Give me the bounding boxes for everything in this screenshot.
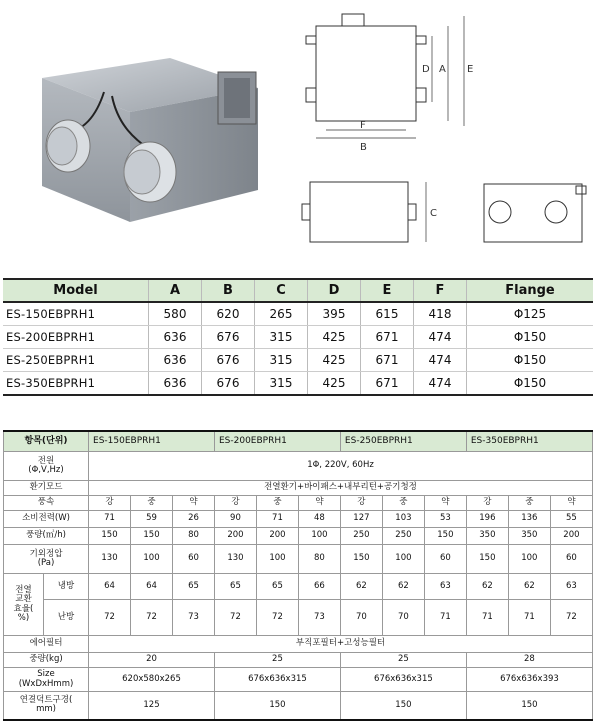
- cell: 136: [508, 511, 550, 528]
- table-row: [3, 326, 593, 349]
- cell: 73: [172, 600, 214, 636]
- cell: 620x580x265: [89, 668, 215, 692]
- dim-label-a: A: [439, 64, 446, 75]
- spec-label: 풍속: [4, 496, 89, 511]
- cell: 48: [298, 511, 340, 528]
- fan-speed: 중: [382, 496, 424, 511]
- spec-row-heating: [4, 600, 593, 636]
- cell: 671: [361, 372, 414, 396]
- cell: 62: [508, 574, 550, 600]
- cell: 315: [255, 372, 308, 396]
- cell: 100: [298, 528, 340, 545]
- cell: 71: [424, 600, 466, 636]
- cell: 196: [466, 511, 508, 528]
- cell: Φ125: [467, 302, 594, 326]
- spec-label: 소비전력(W): [4, 511, 89, 528]
- cell: 63: [424, 574, 466, 600]
- spec-row-duct: [4, 692, 593, 720]
- col-header: F: [414, 279, 467, 302]
- spec-row-weight: [4, 653, 593, 668]
- spec-row-pressure: [4, 545, 593, 574]
- cell: 25: [340, 653, 466, 668]
- spec-label: 중량(kg): [4, 653, 89, 668]
- cell: 130: [214, 545, 256, 574]
- cell: 636: [149, 326, 202, 349]
- spec-header-model: ES-350EBPRH1: [466, 431, 592, 452]
- side-view-drawing: [478, 176, 594, 256]
- cell: 100: [256, 545, 298, 574]
- spec-table: [3, 430, 593, 721]
- col-header: A: [149, 279, 202, 302]
- cell: 200: [214, 528, 256, 545]
- cell: 20: [89, 653, 215, 668]
- fan-speed: 약: [424, 496, 466, 511]
- cell: 70: [382, 600, 424, 636]
- col-header: D: [308, 279, 361, 302]
- cell: 80: [298, 545, 340, 574]
- cell: 72: [89, 600, 131, 636]
- cell: 127: [340, 511, 382, 528]
- table-row: [3, 302, 593, 326]
- cell: ES-150EBPRH1: [3, 302, 149, 326]
- fan-speed: 강: [466, 496, 508, 511]
- cell: 150: [89, 528, 131, 545]
- cell: 150: [466, 545, 508, 574]
- spec-label: 풍량(㎥/h): [4, 528, 89, 545]
- cell: Φ150: [467, 349, 594, 372]
- cell: 150: [340, 545, 382, 574]
- cell: 100: [382, 545, 424, 574]
- spec-header-item: 항목(단위): [4, 431, 89, 452]
- cell: 60: [424, 545, 466, 574]
- cell: 71: [89, 511, 131, 528]
- cell: 580: [149, 302, 202, 326]
- cell: 26: [172, 511, 214, 528]
- spec-row-size: [4, 668, 593, 692]
- cell: 150: [214, 692, 340, 720]
- cell: 315: [255, 326, 308, 349]
- cell: 63: [550, 574, 592, 600]
- spec-sublabel: 난방: [44, 600, 89, 636]
- cell: 676x636x315: [214, 668, 340, 692]
- cell: 474: [414, 326, 467, 349]
- cell: ES-200EBPRH1: [3, 326, 149, 349]
- dim-label-d: D: [422, 64, 430, 75]
- spec-value: 부직포필터+고성능필터: [89, 636, 593, 653]
- cell: Φ150: [467, 326, 594, 349]
- spec-row-cooling: [4, 574, 593, 600]
- cell: 71: [466, 600, 508, 636]
- cell: 65: [214, 574, 256, 600]
- spec-header-model: ES-250EBPRH1: [340, 431, 466, 452]
- cell: 64: [131, 574, 173, 600]
- cell: 150: [131, 528, 173, 545]
- cell: 125: [89, 692, 215, 720]
- spec-label: 환기모드: [4, 481, 89, 496]
- col-header: B: [202, 279, 255, 302]
- cell: 62: [340, 574, 382, 600]
- cell: 620: [202, 302, 255, 326]
- cell: 71: [256, 511, 298, 528]
- spec-value: 전열환기+바이패스+내부리턴+공기청정: [89, 481, 593, 496]
- cell: 425: [308, 372, 361, 396]
- fan-speed: 약: [298, 496, 340, 511]
- dim-label-e: E: [467, 64, 474, 75]
- cell: 72: [131, 600, 173, 636]
- cell: ES-250EBPRH1: [3, 349, 149, 372]
- spec-label: 에어필터: [4, 636, 89, 653]
- cell: 474: [414, 372, 467, 396]
- cell: 65: [256, 574, 298, 600]
- col-header: Model: [3, 279, 149, 302]
- cell: 150: [340, 692, 466, 720]
- cell: 250: [340, 528, 382, 545]
- spec-row-consumption: [4, 511, 593, 528]
- spec-label: 전열 교환 효율( %): [4, 574, 44, 636]
- spec-row-airflow: [4, 528, 593, 545]
- cell: 65: [172, 574, 214, 600]
- spec-row-mode: [4, 481, 593, 496]
- spec-row-power: [4, 452, 593, 481]
- cell: 100: [131, 545, 173, 574]
- cell: 676x636x393: [466, 668, 592, 692]
- fan-speed: 중: [256, 496, 298, 511]
- fan-speed: 강: [214, 496, 256, 511]
- fan-speed: 강: [89, 496, 131, 511]
- cell: 59: [131, 511, 173, 528]
- cell: 72: [256, 600, 298, 636]
- cell: 671: [361, 349, 414, 372]
- cell: Φ150: [467, 372, 594, 396]
- cell: 62: [382, 574, 424, 600]
- cell: 425: [308, 326, 361, 349]
- cell: 315: [255, 349, 308, 372]
- dimension-table-header: [3, 279, 593, 302]
- product-photo: [0, 0, 292, 252]
- col-header: Flange: [467, 279, 594, 302]
- spec-row-filter: [4, 636, 593, 653]
- cell: 72: [550, 600, 592, 636]
- spec-value: 1Φ, 220V, 60Hz: [89, 452, 593, 481]
- cell: 150: [424, 528, 466, 545]
- cell: 265: [255, 302, 308, 326]
- fan-speed: 중: [508, 496, 550, 511]
- fan-speed: 강: [340, 496, 382, 511]
- cell: 150: [466, 692, 592, 720]
- col-header: E: [361, 279, 414, 302]
- cell: 425: [308, 349, 361, 372]
- fan-speed: 약: [550, 496, 592, 511]
- col-header: C: [255, 279, 308, 302]
- cell: 73: [298, 600, 340, 636]
- front-view-drawing: [296, 176, 456, 256]
- cell: 200: [256, 528, 298, 545]
- cell: 671: [361, 326, 414, 349]
- cell: 418: [414, 302, 467, 326]
- cell: 64: [89, 574, 131, 600]
- cell: 350: [466, 528, 508, 545]
- cell: 103: [382, 511, 424, 528]
- cell: 90: [214, 511, 256, 528]
- cell: 62: [466, 574, 508, 600]
- cell: 350: [508, 528, 550, 545]
- cell: 250: [382, 528, 424, 545]
- cell: 676: [202, 326, 255, 349]
- spec-header-model: ES-200EBPRH1: [214, 431, 340, 452]
- cell: 130: [89, 545, 131, 574]
- cell: 66: [298, 574, 340, 600]
- fan-speed: 약: [172, 496, 214, 511]
- dim-label-f: F: [360, 120, 366, 131]
- spec-label: 기외정압 (Pa): [4, 545, 89, 574]
- fan-speed: 중: [131, 496, 173, 511]
- spec-label: 연결덕트구경( mm): [4, 692, 89, 720]
- cell: 80: [172, 528, 214, 545]
- cell: 100: [508, 545, 550, 574]
- spec-label: Size (WxDxHmm): [4, 668, 89, 692]
- spec-header-model: ES-150EBPRH1: [89, 431, 215, 452]
- cell: ES-350EBPRH1: [3, 372, 149, 396]
- table-row: [3, 349, 593, 372]
- cell: 55: [550, 511, 592, 528]
- dim-label-b: B: [360, 142, 367, 153]
- cell: 71: [508, 600, 550, 636]
- cell: 615: [361, 302, 414, 326]
- top-view-drawing: [296, 6, 596, 166]
- cell: 676: [202, 372, 255, 396]
- table-row: [3, 372, 593, 396]
- cell: 676: [202, 349, 255, 372]
- cell: 636: [149, 372, 202, 396]
- spec-sublabel: 냉방: [44, 574, 89, 600]
- cell: 25: [214, 653, 340, 668]
- spec-row-fan: [4, 496, 593, 511]
- cell: 28: [466, 653, 592, 668]
- dim-label-c: C: [430, 208, 437, 219]
- dimension-table: [3, 278, 593, 396]
- cell: 70: [340, 600, 382, 636]
- spec-header-row: [4, 431, 593, 452]
- cell: 474: [414, 349, 467, 372]
- cell: 395: [308, 302, 361, 326]
- cell: 676x636x315: [340, 668, 466, 692]
- cell: 60: [550, 545, 592, 574]
- cell: 200: [550, 528, 592, 545]
- spec-label: 전원 (Φ,V,Hz): [4, 452, 89, 481]
- cell: 60: [172, 545, 214, 574]
- cell: 53: [424, 511, 466, 528]
- cell: 636: [149, 349, 202, 372]
- cell: 72: [214, 600, 256, 636]
